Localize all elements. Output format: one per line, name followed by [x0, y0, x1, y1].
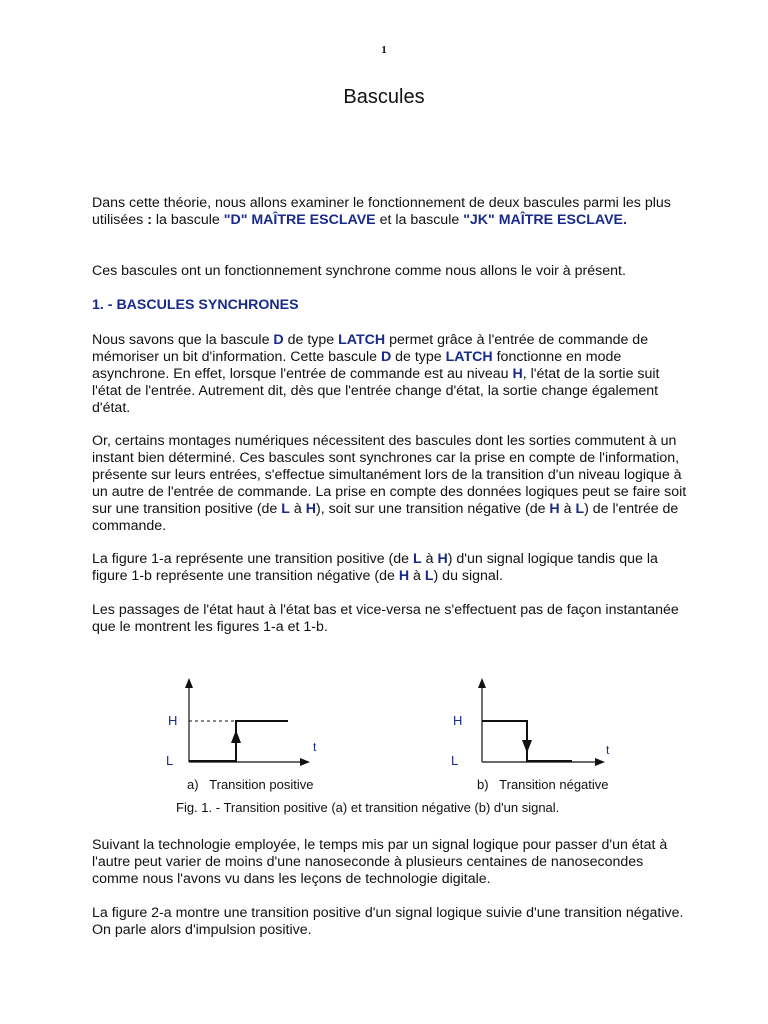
fig-a-edge-arrow: [231, 730, 241, 743]
p3-l-2: L: [424, 568, 434, 584]
p2-text-1: Or, certains montages numériques nécessitent des bascules dont les sorties commutent à un instant bien déterminé. Ces bascules sont synchrones car la prise en compte de l'information, présente sur leurs entrées, s'effectue simultanément lors de la transition d'un niveau logique à un autre de l'entrée de commande. La prise en compte des données logiques peut se faire soit sur une transition positive (de: [92, 433, 687, 517]
p1-text-6: , l'état de la sortie suit l'état de l'entrée. Autrement dit, dès que l'entrée change d'état, la sortie change également d'état.: [92, 366, 660, 416]
section1-heading: 1. - BASCULES SYNCHRONES: [92, 297, 299, 313]
paragraph-3: [92, 551, 692, 585]
paragraph-6: La figure 2-a montre une transition positive d'un signal logique suivie d'une transition négative. On parle alors d'impulsion positive.: [92, 905, 684, 938]
p3-text-3: ) du signal.: [433, 568, 503, 584]
fig-b-l-label: L: [451, 753, 459, 768]
figure-1-svg: [0, 670, 768, 830]
p2-h-2: H: [549, 501, 560, 517]
page-title: Bascules: [343, 86, 425, 108]
p2-text-3: ) de l'entrée de commande.: [92, 501, 679, 534]
p3-a-1: à: [421, 551, 438, 567]
p1-text-1: Nous savons que la bascule: [92, 332, 274, 348]
figure-1-caption: Fig. 1. - Transition positive (a) et transition négative (b) d'un signal.: [176, 800, 560, 815]
fig-a-x-arrow: [300, 758, 310, 766]
p2-a-1: à: [289, 501, 306, 517]
p2-h-1: H: [305, 501, 316, 517]
p1-text-4: de type: [391, 349, 446, 365]
p1-text-2: de type: [283, 332, 339, 348]
fig-b-x-arrow: [595, 758, 605, 766]
paragraph-5: Suivant la technologie employée, le temps mis par un signal logique pour passer d'un état à l'autre peut varier de moins d'une nanoseconde à plusieurs centaines de nanosecondes comme nous l'avons vu dans les leçons de technologie digitale.: [92, 837, 668, 887]
paragraph-4: Les passages de l'état haut à l'état bas et vice-versa ne s'effectuent pas de façon instantanée que le montrent les figures 1-a et 1-b.: [92, 602, 679, 635]
p2-l-1: L: [281, 501, 290, 517]
p2-text-2: ), soit sur une transition négative (de: [315, 501, 550, 517]
figure-1a: [166, 678, 317, 792]
intro-text-2: la bascule: [151, 212, 224, 228]
fig-b-h-label: H: [453, 713, 463, 728]
p1-latch-2: LATCH: [445, 349, 493, 365]
d-master-slave: "D" MAÎTRE ESCLAVE: [223, 212, 376, 228]
fig-b-y-arrow: [478, 678, 486, 688]
fig-a-l-label: L: [166, 753, 174, 768]
p1-d-1: D: [273, 332, 284, 348]
intro-text-1: Dans cette théorie, nous allons examiner le fonctionnement de deux bascules parmi les plus utilisées: [92, 195, 671, 228]
fig-a-y-arrow: [185, 678, 193, 688]
fig-b-t-label: t: [606, 743, 610, 757]
p2-l-2: L: [575, 501, 585, 517]
fig-b-caption: b) Transition négative: [477, 777, 609, 792]
p3-a-2: à: [409, 568, 425, 584]
p1-text-3: permet grâce à l'entrée de commande de mémoriser un bit d'information. Cette bascule: [92, 332, 649, 365]
p2-a-2: à: [559, 501, 576, 517]
p1-d-2: D: [380, 349, 392, 365]
p3-h-1: H: [437, 551, 448, 567]
fig-a-h-label: H: [168, 713, 178, 728]
paragraph-1: [92, 332, 692, 417]
intro-colon: :: [147, 212, 152, 228]
figure-1: [0, 670, 768, 830]
paragraph-2: [92, 433, 692, 535]
fig-b-edge-arrow: [522, 740, 532, 753]
p1-text-5: fonctionne en mode asynchrone. En effet, lorsque l'entrée de commande est au niveau: [92, 349, 622, 382]
page-number: 1: [381, 44, 387, 56]
p1-latch-1: LATCH: [338, 332, 386, 348]
p3-text-1: La figure 1-a représente une transition positive (de: [92, 551, 413, 567]
fig-a-caption: a) Transition positive: [187, 777, 314, 792]
p3-h-2: H: [398, 568, 410, 584]
p3-l-1: L: [413, 551, 422, 567]
intro-text-3: et la bascule: [375, 212, 464, 228]
p3-text-2: ) d'un signal logique tandis que la figure 1-b représente une transition négative (de: [92, 551, 658, 584]
figure-1b: [451, 678, 610, 792]
sync-intro-paragraph: Ces bascules ont un fonctionnement synchrone comme nous allons le voir à présent.: [92, 263, 626, 279]
intro-paragraph: [92, 195, 692, 229]
fig-a-t-label: t: [313, 740, 317, 754]
p1-h: H: [512, 366, 523, 382]
jk-master-slave: "JK" MAÎTRE ESCLAVE.: [463, 212, 627, 228]
